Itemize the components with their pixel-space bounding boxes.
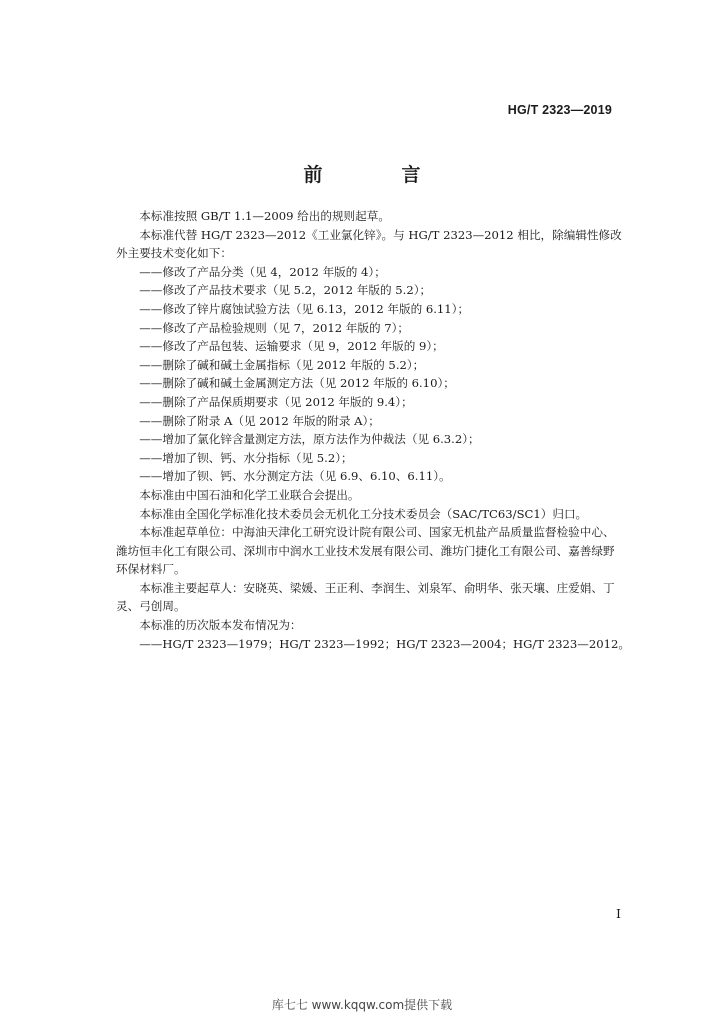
page-title: 前 言 — [303, 164, 451, 186]
change-item: ——修改了产品技术要求（见 5.2，2012 年版的 5.2）； — [139, 283, 432, 298]
jurisdiction-paragraph: 本标准由全国化学标准化技术委员会无机化工分技术委员会（SAC/TC63/SC1）归口。 — [139, 506, 588, 521]
changes-list — [116, 263, 622, 486]
change-item: ——增加了氯化锌含量测定方法，原方法作为仲裁法（见 6.3.2）； — [139, 432, 480, 447]
drafting-units-paragraph: 本标准起草单位：中海油天津化工研究设计院有限公司、国家无机盐产品质量监督检验中心、潍坊恒丰化工有限公司、深圳市中润水工业技术发展有限公司、潍坊门捷化工有限公司、嘉善绿野环保材料厂。 — [116, 525, 615, 577]
replacement-paragraph: 本标准代替 HG/T 2323—2012《工业氯化锌》。与 HG/T 2323—2012 相比，除编辑性修改外主要技术变化如下： — [116, 227, 622, 261]
version-history-paragraph: 本标准的历次版本发布情况为： — [139, 618, 302, 633]
change-item: ——修改了产品分类（见 4，2012 年版的 4）； — [139, 264, 386, 279]
change-item: ——删除了碱和碱土金属测定方法（见 2012 年版的 6.10）； — [139, 376, 455, 391]
change-item: ——修改了锌片腐蚀试验方法（见 6.13，2012 年版的 6.11）； — [139, 301, 470, 316]
document-body — [116, 207, 630, 653]
change-item: ——增加了钡、钙、水分测定方法（见 6.9、6.10、6.11）。 — [139, 469, 451, 484]
page-number: I — [616, 906, 621, 921]
download-watermark: 库七七 www.kqqw.com提供下载 — [271, 998, 453, 1012]
drafters-paragraph: 本标准主要起草人：安晓英、梁媛、王正利、李润生、刘泉军、俞明华、张天壤、庄爱娟、丁灵、弓创周。 — [116, 580, 615, 614]
drafting-rules-paragraph: 本标准按照 GB/T 1.1—2009 给出的规则起草。 — [139, 209, 390, 223]
change-item: ——删除了产品保质期要求（见 2012 年版的 9.4）； — [139, 394, 413, 409]
change-item: ——修改了产品包装、运输要求（见 9，2012 年版的 9）； — [139, 339, 444, 354]
change-item: ——修改了产品检验规则（见 7，2012 年版的 7）； — [139, 320, 409, 335]
change-item: ——删除了附录 A（见 2012 年版的附录 A）； — [139, 413, 380, 428]
document-code: HG/T 2323—2019 — [507, 103, 612, 117]
change-item: ——增加了钡、钙、水分指标（见 5.2）； — [139, 450, 353, 465]
version-history-list: ——HG/T 2323—1979；HG/T 2323—1992；HG/T 2323—2004；HG/T 2323—2012。 — [139, 636, 630, 651]
change-item: ——删除了碱和碱土金属指标（见 2012 年版的 5.2）； — [139, 357, 425, 372]
proposer-paragraph: 本标准由中国石油和化学工业联合会提出。 — [139, 487, 360, 502]
